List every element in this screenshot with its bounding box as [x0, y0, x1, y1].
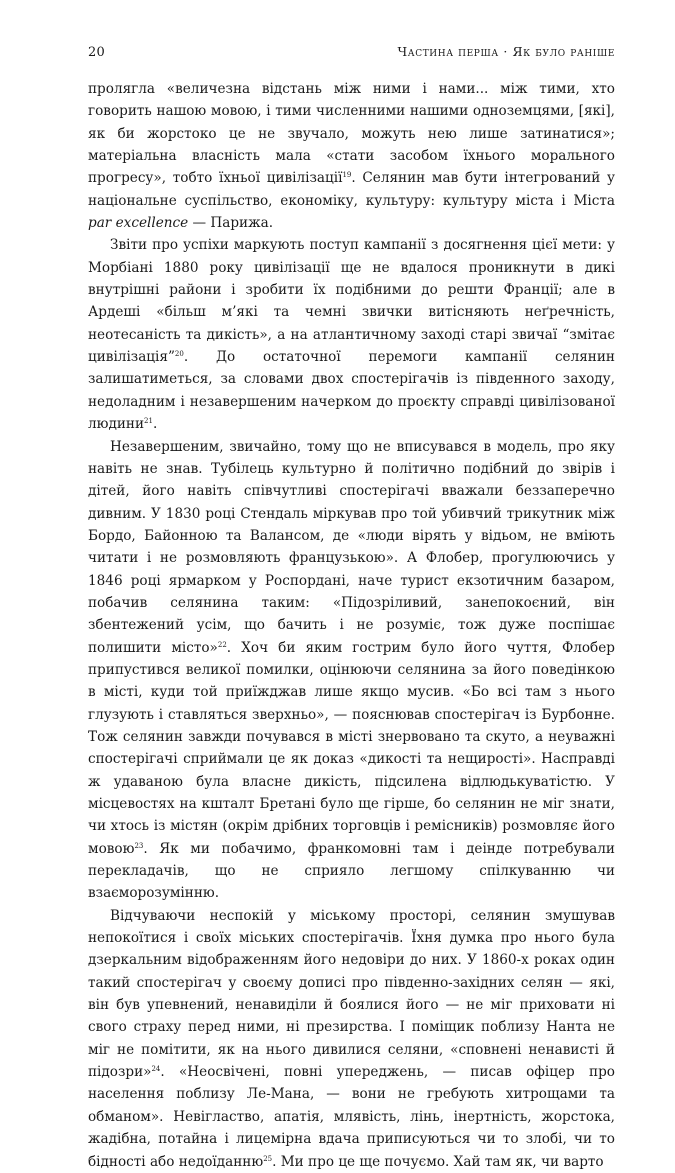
running-title: Частина перша · Як було раніше	[397, 44, 615, 59]
text-run: Незавершеним, звичайно, тому що не вписувався в модель, про яку навіть не знав. Тубілець культурно й політично подібний до звірів і дітей, його навіть співчутливі спостерігачі вважали беззаперечно дивним. У 1830 році Стендаль міркував про той убивчий трикутник між Бордо, Байонною та Валансом, де «люди вірять у відьом, не вміють читати і не розмовляють французькою». А Флобер, прогулюючись у 1846 році ярмарком у Роспордані, наче турист екзотичним базаром, побачив селянина таким: «Підозріливий, занепокоєний, він збентежений усім, що бачить і не розуміє, тож дуже поспішає полишити місто»	[88, 438, 615, 656]
footnote-ref: 20	[174, 350, 184, 359]
text-run: Звіти про успіхи маркують поступ кампанії з досягнення цієї мети: у Морбіані 1880 року цивілізації ще не вдалося проникнути в дикі внутрішні райони і зробити їх подібними до решти Франції; але в Ардеші «більш м’які та чемні звички витісняють неґречність, неотесаність та дикість», а на атлантичному заході старі звичаї “змітає цивілізація”	[88, 237, 615, 366]
paragraph	[88, 905, 615, 1173]
footnote-ref: 23	[134, 841, 144, 850]
text-run: . Як ми побачимо, франкомовні там і деінде потребували перекладачів, що не сприяло легшому спілкуванню чи взаєморозумінню.	[88, 840, 615, 902]
book-page	[88, 44, 615, 1173]
text-run: . Ми про це ще почуємо. Хай там як, чи варто	[272, 1153, 604, 1170]
footnote-ref: 24	[151, 1065, 161, 1074]
paragraph	[88, 436, 615, 905]
footnote-ref: 22	[217, 640, 227, 649]
text-run: . Хоч би яким гострим було його чуття, Флобер припустився великої помилки, оцінюючи селянина за його поведінкою в місті, куди той приїжджав лише якщо мусив. «Бо всі там з нього глузують і ставляться зверхньо», — пояснював спостерігач із Бурбонне. Тож селянин завжди почувався в місті знервовано та скуто, а неуважні спостерігачі сприймали це як доказ «дикості та нещирості». Насправді ж удаваною була власне дикість, підсилена відлюдькуватістю. У місцевостях на кшталт Бретані було ще гірше, бо селянин не міг знати, чи хтось із містян (окрім дрібних торговців і ремісників) розмовляє його мовою	[88, 639, 615, 857]
paragraph	[88, 234, 615, 435]
text-run: — Парижа.	[188, 215, 274, 232]
italic-text: par excellence	[88, 215, 189, 232]
footnote-ref: 25	[263, 1154, 273, 1163]
running-head	[88, 44, 615, 66]
text-run: . Селянин мав бути інтегрований у національне суспільство, економіку, культуру: культуру міста і Міста	[88, 170, 615, 209]
footnote-ref: 21	[144, 417, 153, 426]
body-text	[88, 78, 615, 1173]
text-run: пролягла «величезна відстань між ними і нами... між тими, хто говорить нашою мовою, і тими численними нашими одноземцями, [які], як би жорстоко це не звучало, можуть нею лише затинатися»; матеріальна власність мала «стати засобом їхнього морального прогресу», тобто їхньої цивілізації	[88, 81, 615, 187]
paragraph	[88, 78, 615, 234]
text-run: Відчуваючи неспокій у міському просторі, селянин змушував непокоїтися і своїх міських спостерігачів. Їхня думка про нього була дзеркальним відображенням його недовіри до них. У 1860-х роках один такий спостерігач у своєму дописі про південно-західних селян — які, він був упевнений, ненавиділи й боялися його — не міг приховати ні свого страху перед ними, ні презирства. І поміщик поблизу Нанта не міг не помітити, як на нього дивилися селяни, «сповнені ненависті й підозри»	[88, 907, 615, 1081]
page-number: 20	[88, 45, 105, 60]
footnote-ref: 19	[342, 171, 352, 180]
text-run: .	[152, 416, 158, 433]
text-run: . «Неосвічені, повні упереджень, — писав офіцер про населення поблизу Ле-Мана, — вони не гребують хитрощами та обманом». Невігластво, апатія, млявість, лінь, інертність, жорстока, жадібна, потайна і лицемірна вдача приписуються чи то злобі, чи то бідності або недоїданню	[88, 1064, 615, 1170]
text-run: . До остаточної перемоги кампанії селянин залишатиметься, за словами двох спостерігачів із південного заходу, недоладним і незавершеним начерком до проєкту справді цивілізованої людини	[88, 349, 615, 433]
